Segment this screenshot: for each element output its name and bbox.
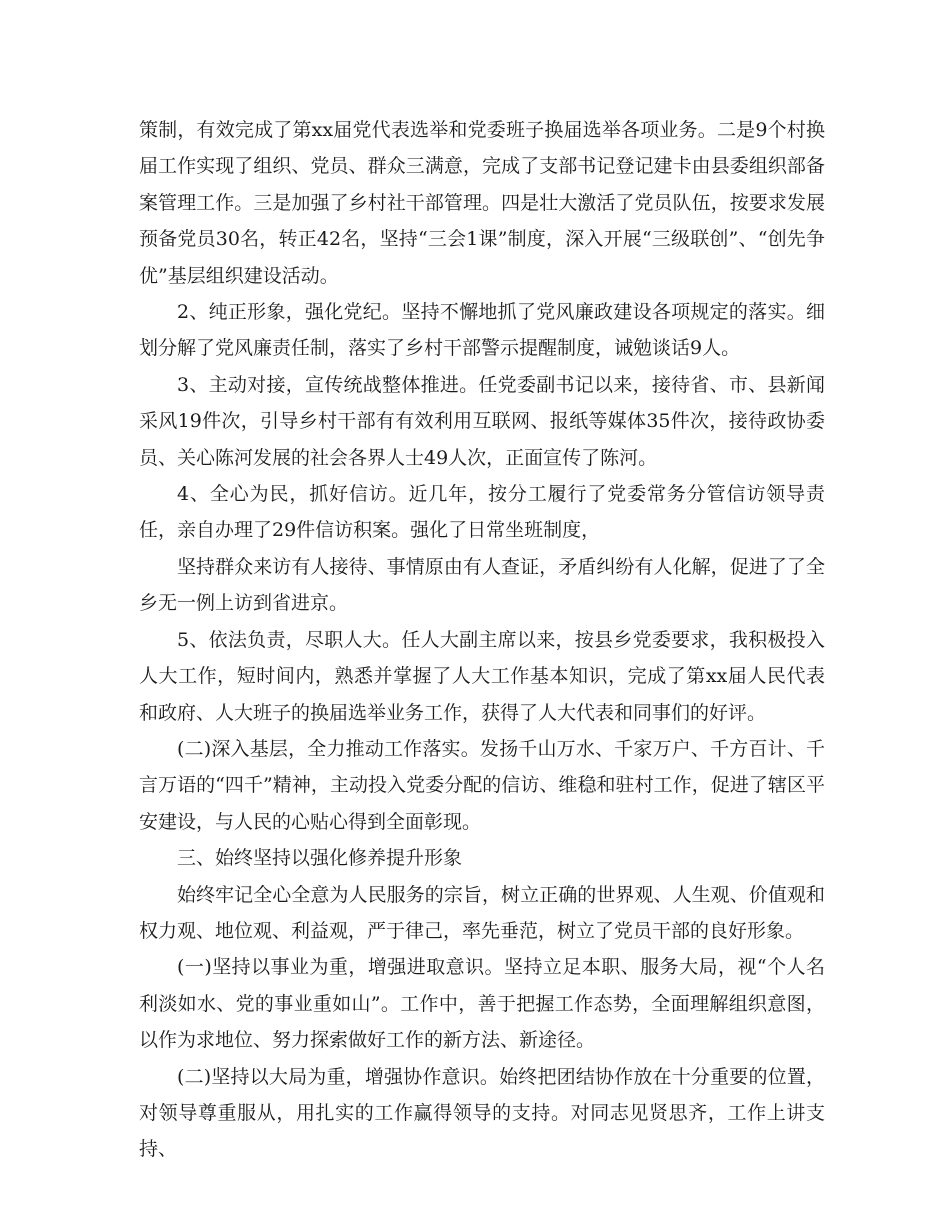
paragraph-3: 3、主动对接，宣传统战整体推进。任党委副书记以来，接待省、市、县新闻采风19件次，引导乡村干部有有效利用互联网、报纸等媒体35件次，接待政协委员、关心陈河发展的社会各界人士49人次，正面宣传了陈河。 (139, 373, 825, 469)
paragraph-5: 坚持群众来访有人接待、事情原由有人查证，矛盾纠纷有人化解，促进了了全乡无一例上访到省进京。 (139, 555, 825, 615)
paragraph-1: 策制，有效完成了第xx届党代表选举和党委班子换届选举各项业务。二是9个村换届工作实现了组织、党员、群众三满意，完成了支部书记登记建卡由县委组织部备案管理工作。三是加强了乡村社干部管理。四是壮大激活了党员队伍，按要求发展预备党员30名，转正42名，坚持“三会1课”制度，深入开展“三级联创”、“创先争优”基层组织建设活动。 (139, 119, 825, 287)
paragraph-9: 始终牢记全心全意为人民服务的宗旨，树立正确的世界观、人生观、价值观和权力观、地位观、利益观，严于律己，率先垂范，树立了党员干部的良好形象。 (139, 883, 825, 942)
paragraph-4: 4、全心为民，抓好信访。近几年，按分工履行了党委常务分管信访领导责任，亲自办理了29件信访积案。强化了日常坐班制度， (139, 483, 825, 542)
paragraph-10: (一)坚持以事业为重，增强进取意识。坚持立足本职、服务大局，视“个人名利淡如水、党的事业重如山”。工作中，善于把握工作态势，全面理解组织意图，以作为求地位、努力探索做好工作的新方法、新途径。 (139, 956, 825, 1052)
section-heading: 三、始终坚持以强化修养提升形象 (177, 847, 463, 870)
paragraph-7: (二)深入基层，全力推动工作落实。发扬千山万水、千家万户、千方百计、千言万语的“四千”精神，主动投入党委分配的信访、维稳和驻村工作，促进了辖区平安建设，与人民的心贴心得到全面彰现。 (139, 737, 825, 833)
paragraph-6: 5、依法负责，尽职人大。任人大副主席以来，按县乡党委要求，我积极投入人大工作，短时间内，熟悉并掌握了人大工作基本知识，完成了第xx届人民代表和政府、人大班子的换届选举业务工作，获得了人大代表和同事们的好评。 (139, 628, 825, 724)
paragraph-11: (二)坚持以大局为重，增强协作意识。始终把团结协作放在十分重要的位置，对领导尊重服从，用扎实的工作赢得领导的支持。对同志见贤思齐，工作上讲支持、 (139, 1065, 825, 1161)
paragraph-2: 2、纯正形象，强化党纪。坚持不懈地抓了党风廉政建设各项规定的落实。细划分解了党风廉责任制，落实了乡村干部警示提醒制度，诫勉谈话9人。 (139, 301, 825, 360)
document-body (139, 112, 825, 1168)
